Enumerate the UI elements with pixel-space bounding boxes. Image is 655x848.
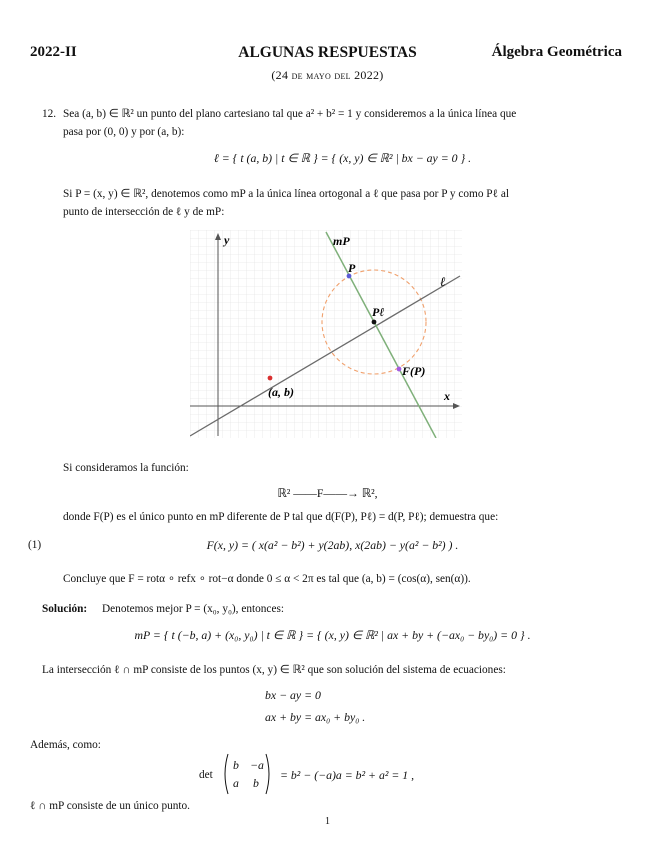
solution-ademas: Además, como: [30,739,101,751]
equation-number: (1) [28,539,42,551]
solution-intro: Denotemos mejor P = (x₀, y₀), entonces: [102,603,284,615]
equation-m-p: mP = { t (−b, a) + (x₀, y₀) | t ∈ ℝ } = { (x, y) ∈ ℝ² | ax + by + (−ax₀ − by₀) = 0 } . [134,628,531,642]
label-a-b: (a, b) [268,385,294,399]
header-title: ALGUNAS RESPUESTAS [238,44,417,61]
label-p-ell: Pℓ [372,305,385,319]
matrix-brackets [222,752,272,796]
matrix-entry-22: b [253,776,259,790]
header-subject: Álgebra Geométrica [491,44,622,60]
header-date: (24 de mayo del 2022) [271,68,384,82]
det-word: det [199,769,213,781]
label-m-p: mP [333,234,350,248]
solution-line-1: La intersección ℓ ∩ mP consiste de los puntos (x, y) ∈ ℝ² que son solución del sistema de ecuaciones: [42,664,506,676]
equation-1: F(x, y) = ( x(a² − b²) + y(2ab), x(2ab) − y(a² − b²) ) . [206,538,459,552]
x-axis-label: x [444,389,450,403]
det-result: = b² − (−a)a = b² + a² = 1 , [280,768,415,782]
equation-line-ell: ℓ = { t (a, b) | t ∈ ℝ } = { (x, y) ∈ ℝ² | bx − ay = 0 } . [213,151,472,165]
point-a-b [268,376,273,381]
system-equation-2: ax + by = ax₀ + by₀ . [265,710,366,724]
problem-line-7: Concluye que F = rotα ∘ refx ∘ rot−α donde 0 ≤ α < 2π es tal que (a, b) = (cos(α), sen(α)). [63,573,471,585]
problem-line-5: Si consideramos la función: [63,462,189,474]
equation-function: ℝ² ——F——→ ℝ², [277,486,378,500]
geometry-figure [190,230,462,438]
problem-line-1: Sea (a, b) ∈ ℝ² un punto del plano cartesiano tal que a² + b² = 1 y consideremos a la única línea que [63,108,517,120]
header-course-code: 2022-II [30,44,77,60]
label-f-p: F(P) [402,364,426,378]
solution-last-line: ℓ ∩ mP consiste de un único punto. [30,800,190,812]
point-f-p [397,367,402,372]
page-number: 1 [325,816,330,827]
matrix-entry-12: −a [250,758,264,772]
label-ell: ℓ [440,274,446,289]
problem-line-4: punto de intersección de ℓ y de mP: [63,206,225,218]
figure-grid [190,230,462,438]
problem-line-3: Si P = (x, y) ∈ ℝ², denotemos como mP a la única línea ortogonal a ℓ que pasa por P y como Pℓ al [63,188,509,200]
problem-line-6: donde F(P) es el único punto en mP diferente de P tal que d(F(P), Pℓ) = d(P, Pℓ); demuestra que: [63,511,499,523]
matrix-entry-11: b [233,758,239,772]
matrix-entry-21: a [233,776,239,790]
problem-number: 12. [42,108,57,120]
y-axis-label: y [224,233,230,247]
label-p: P [348,261,356,275]
point-p-ell [372,320,377,325]
system-equation-1: bx − ay = 0 [265,688,321,702]
solution-title: Solución: [42,603,88,615]
problem-line-2: pasa por (0, 0) y por (a, b): [63,126,185,138]
